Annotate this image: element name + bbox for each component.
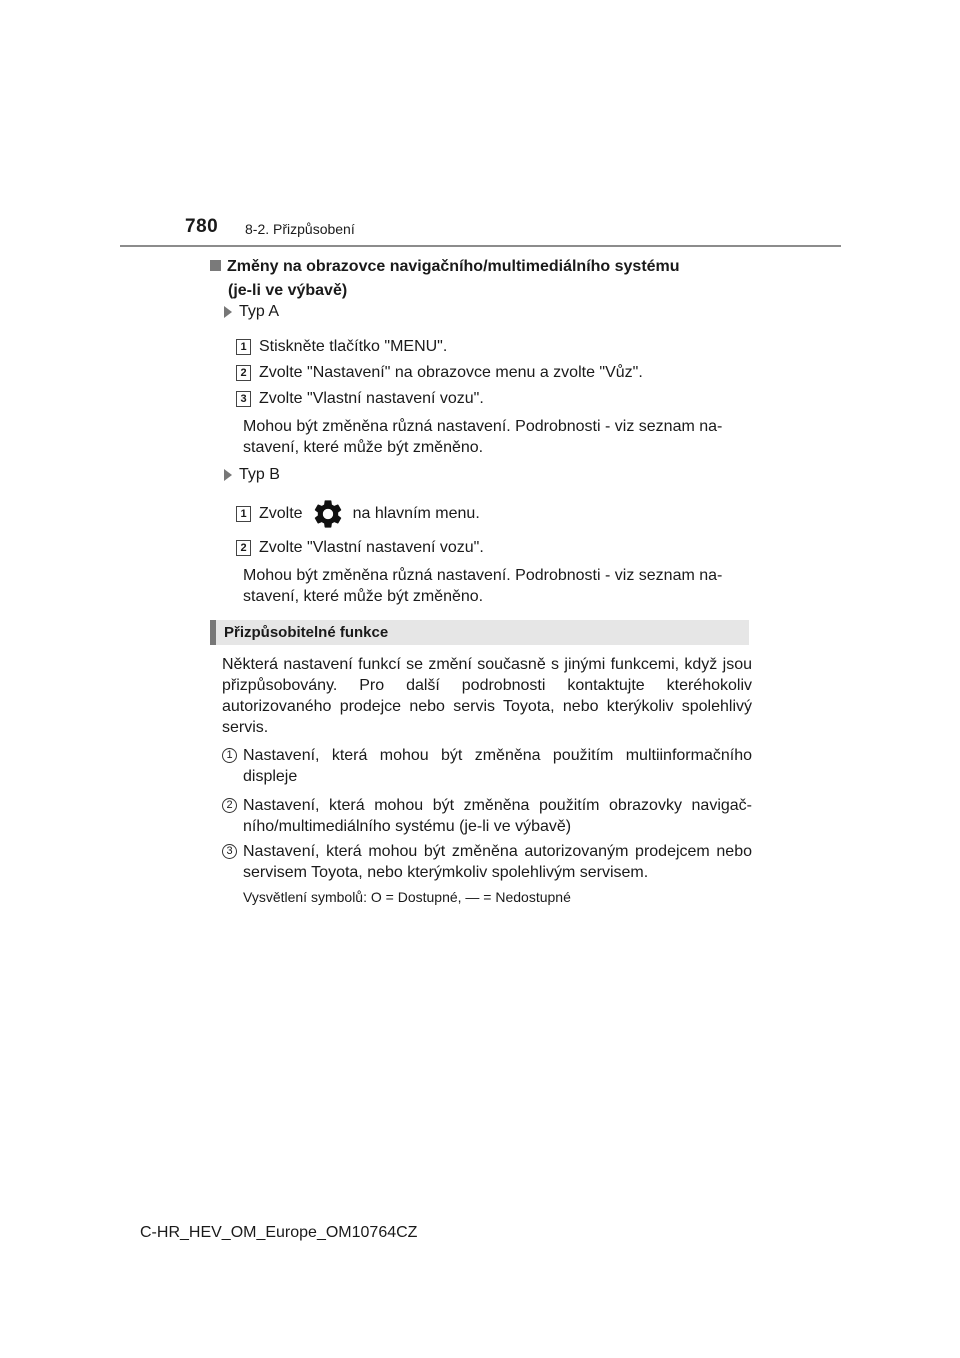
type-b-note: Mohou být změněna různá nastavení. Podrobnosti - viz seznam na-stavení, které může být změněno.	[243, 567, 723, 605]
step-text-after: na hlavním menu.	[352, 505, 480, 522]
band-accent-bar	[210, 620, 216, 645]
circled-number: 1	[222, 748, 237, 763]
step-text: Stiskněte tlačítko "MENU".	[259, 338, 448, 355]
step-number-badge: 1	[236, 339, 251, 355]
step-text-before: Zvolte	[259, 505, 303, 522]
type-a-step-2	[236, 363, 643, 383]
type-a-step-3	[236, 389, 484, 409]
note-text: Nastavení, která mohou být změněna použitím obrazovky navigač-ního/multimediálního systému (je-li ve výbavě)	[243, 797, 752, 835]
circled-number: 3	[222, 844, 237, 859]
step-number-badge: 1	[236, 506, 251, 522]
step-text: Zvolte "Vlastní nastavení vozu".	[259, 390, 484, 407]
type-b-step-1	[236, 504, 480, 524]
step-number-badge: 2	[236, 540, 251, 556]
type-a-note: Mohou být změněna různá nastavení. Podrobnosti - viz seznam na-stavení, které může být změněno.	[243, 418, 723, 456]
note-text: Nastavení, která mohou být změněna autorizovaným prodejcem nebo servisem Toyota, nebo kterýmkoliv spolehlivým servisem.	[243, 843, 752, 881]
heading-line-1: Změny na obrazovce navigačního/multimediálního systému	[227, 258, 680, 275]
step-text: Zvolte "Nastavení" na obrazovce menu a zvolte "Vůz".	[259, 364, 643, 381]
square-bullet-icon	[210, 260, 221, 271]
type-b-label	[224, 466, 280, 484]
note-1	[222, 745, 752, 787]
document-id: C-HR_HEV_OM_Europe_OM10764CZ	[140, 1224, 418, 1241]
circled-number: 2	[222, 798, 237, 813]
note-3	[222, 841, 752, 883]
type-b-text: Typ B	[239, 466, 280, 483]
type-a-label	[224, 303, 279, 321]
gear-icon	[309, 497, 347, 531]
triangle-bullet-icon	[224, 306, 232, 318]
functions-section-band	[210, 620, 749, 645]
functions-title: Přizpůsobitelné funkce	[224, 624, 389, 641]
section-title: 8-2. Přizpůsobení	[245, 221, 355, 237]
note-2	[222, 795, 752, 837]
step-text: Zvolte "Vlastní nastavení vozu".	[259, 539, 484, 556]
page-number: 780	[185, 216, 219, 237]
type-a-text: Typ A	[239, 303, 280, 320]
heading-line-2: (je-li ve výbavě)	[228, 282, 348, 299]
triangle-bullet-icon	[224, 469, 232, 481]
symbol-legend: Vysvětlení symbolů: O = Dostupné, — = Nedostupné	[243, 889, 571, 905]
section-heading	[210, 255, 680, 303]
note-text: Nastavení, která mohou být změněna použitím multiinformačního displeje	[243, 747, 752, 785]
step-number-badge: 2	[236, 365, 251, 381]
step-number-badge: 3	[236, 391, 251, 407]
header-divider	[120, 245, 841, 247]
functions-intro: Některá nastavení funkcí se změní současně s jinými funkcemi, když jsou přizpůsobovány. Pro další podrobnosti kontaktujte kteréhokoliv autorizovaného prodejce nebo servis Toyota, nebo kterýkoliv spolehlivý servis.	[222, 656, 752, 736]
type-b-step-2	[236, 538, 484, 558]
type-a-step-1	[236, 337, 447, 357]
